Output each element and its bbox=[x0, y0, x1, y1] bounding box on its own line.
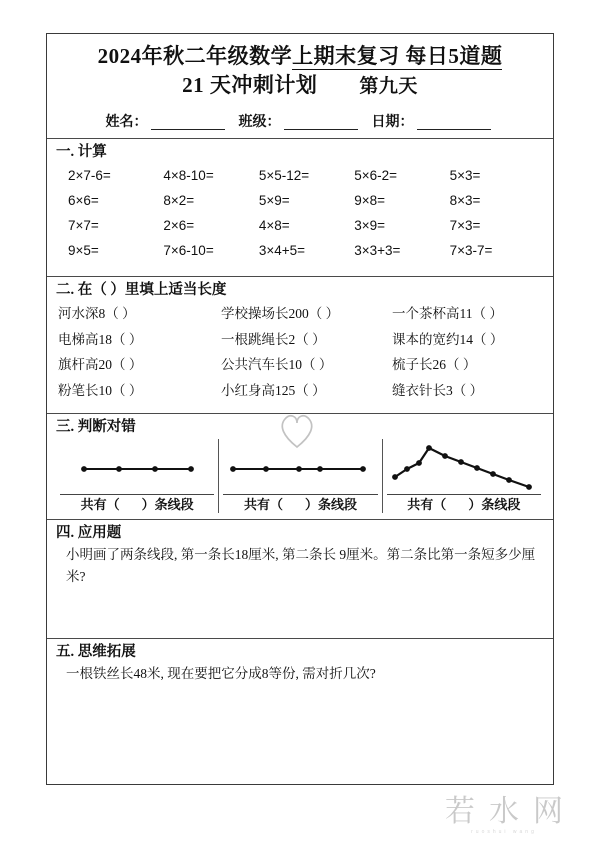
name-blank[interactable] bbox=[151, 116, 225, 130]
unit-item[interactable]: 梳子长26（ ） bbox=[392, 357, 477, 372]
section-application bbox=[47, 519, 553, 638]
peak-polyline-diagram-10-dots bbox=[383, 439, 546, 495]
calc-problem[interactable]: 8×3= bbox=[449, 193, 481, 208]
date-field[interactable] bbox=[372, 111, 495, 131]
calc-problem[interactable]: 7×7= bbox=[68, 218, 99, 233]
worksheet-header bbox=[47, 34, 553, 138]
watermark-subtext: ruoshui wang bbox=[471, 829, 537, 835]
calc-problem[interactable]: 8×2= bbox=[163, 193, 195, 208]
segment-caption-3[interactable] bbox=[383, 494, 545, 513]
day-label: 第九天 bbox=[359, 76, 418, 97]
unit-row bbox=[56, 327, 545, 353]
section-units bbox=[47, 276, 553, 413]
unit-item[interactable]: 缝衣针长3（ ） bbox=[392, 382, 484, 398]
calc-row bbox=[56, 238, 545, 263]
unit-row bbox=[56, 378, 545, 404]
unit-item[interactable]: 学校操场长200（ ） bbox=[221, 306, 340, 321]
calc-problem[interactable]: 9×8= bbox=[354, 193, 386, 208]
segment-caption-2[interactable] bbox=[219, 494, 381, 513]
caption-after: ）条线段 bbox=[141, 497, 194, 512]
segment-figure-2 bbox=[218, 439, 381, 513]
title-underlined-part: 上期末复习 每日5道题 bbox=[292, 44, 503, 68]
name-label: 姓名： bbox=[105, 115, 148, 130]
segment-figure-3 bbox=[382, 439, 545, 513]
calc-problem[interactable]: 2×6= bbox=[163, 218, 195, 233]
class-blank[interactable] bbox=[284, 116, 358, 130]
caption-after: ）条线段 bbox=[468, 497, 521, 512]
caption-before: 共有（ bbox=[80, 497, 120, 512]
calc-problem[interactable]: 6×6= bbox=[68, 193, 99, 208]
calc-row bbox=[56, 213, 545, 238]
thinking-problem-text: 一根铁丝长48米, 现在要把它分成8等份, 需对折几次? bbox=[66, 666, 376, 681]
date-blank[interactable] bbox=[417, 116, 491, 130]
worksheet-title-line-2 bbox=[53, 70, 547, 102]
unit-item[interactable]: 一个茶杯高11（ ） bbox=[392, 306, 503, 321]
worksheet-page bbox=[46, 33, 554, 785]
watermark-text: 若水网 bbox=[445, 795, 577, 828]
segment-figure-1 bbox=[56, 439, 218, 513]
unit-item[interactable]: 电梯高18（ ） bbox=[58, 331, 143, 347]
title-plain-part: 2024年秋二年级数学 bbox=[97, 44, 293, 68]
segment-figures-row bbox=[56, 439, 545, 513]
calc-bottom-space bbox=[56, 263, 545, 270]
calc-problem[interactable]: 7×3= bbox=[449, 218, 481, 233]
unit-item[interactable]: 课本的宽约14（ ） bbox=[392, 331, 504, 347]
unit-item[interactable]: 小红身高125（ ） bbox=[221, 382, 326, 398]
unit-item[interactable]: 粉笔长10（ ） bbox=[58, 382, 143, 398]
class-field[interactable] bbox=[239, 111, 362, 131]
segment-caption-1[interactable] bbox=[56, 494, 218, 513]
calc-problem[interactable]: 5×6-2= bbox=[354, 168, 398, 183]
section-application-title: 四. 应用题 bbox=[56, 525, 122, 541]
worksheet-title-line-1 bbox=[53, 42, 547, 70]
line-segment-diagram-4-dots bbox=[56, 439, 219, 495]
plan-title: 21 天冲刺计划 bbox=[182, 73, 318, 97]
date-label: 日期： bbox=[371, 115, 414, 130]
unit-row bbox=[56, 301, 545, 327]
calc-row bbox=[56, 188, 545, 213]
unit-item[interactable]: 旗杆高20（ ） bbox=[58, 357, 143, 372]
section-thinking bbox=[47, 638, 553, 727]
section-units-title: 二. 在（ ）里填上适当长度 bbox=[56, 282, 227, 298]
unit-item[interactable]: 一根跳绳长2（ ） bbox=[221, 331, 326, 347]
calc-problem[interactable]: 4×8= bbox=[258, 218, 290, 233]
units-bottom-space bbox=[56, 403, 545, 407]
class-label: 班级： bbox=[238, 115, 281, 130]
calc-problem[interactable]: 3×4+5= bbox=[258, 243, 305, 258]
unit-row bbox=[56, 352, 545, 378]
calc-problem[interactable]: 7×3-7= bbox=[449, 243, 493, 258]
calc-problem[interactable]: 2×7-6= bbox=[68, 168, 111, 183]
site-watermark bbox=[424, 795, 584, 835]
student-info-row bbox=[53, 111, 547, 134]
caption-after: ）条线段 bbox=[304, 497, 357, 512]
calc-problem[interactable]: 3×9= bbox=[354, 218, 386, 233]
calc-problem[interactable]: 5×5-12= bbox=[258, 168, 310, 183]
application-problem-text: 小明画了两条线段, 第一条长18厘米, 第二条长 9厘米。第二条比第一条短多少厘米? bbox=[66, 547, 536, 584]
calc-problem[interactable]: 5×9= bbox=[258, 193, 290, 208]
section-segments bbox=[47, 413, 553, 519]
section-segments-title: 三. 判断对错 bbox=[56, 419, 136, 435]
calc-problem[interactable]: 9×5= bbox=[68, 243, 99, 258]
unit-item[interactable]: 公共汽车长10（ ） bbox=[221, 357, 333, 372]
calc-problem[interactable]: 5×3= bbox=[449, 168, 481, 183]
section-thinking-title: 五. 思维拓展 bbox=[56, 644, 136, 660]
calc-row bbox=[56, 163, 545, 188]
section-calculation-title: 一. 计算 bbox=[56, 144, 107, 160]
name-field[interactable] bbox=[106, 111, 229, 131]
caption-before: 共有（ bbox=[243, 497, 283, 512]
calc-problem[interactable]: 3×3+3= bbox=[354, 243, 401, 258]
caption-before: 共有（ bbox=[407, 497, 447, 512]
calc-problem[interactable]: 4×8-10= bbox=[163, 168, 214, 183]
unit-item[interactable]: 河水深8（ ） bbox=[58, 306, 136, 321]
section-calculation bbox=[47, 138, 553, 276]
calc-problem[interactable]: 7×6-10= bbox=[163, 243, 214, 258]
line-segment-diagram-5-dots bbox=[219, 439, 382, 495]
